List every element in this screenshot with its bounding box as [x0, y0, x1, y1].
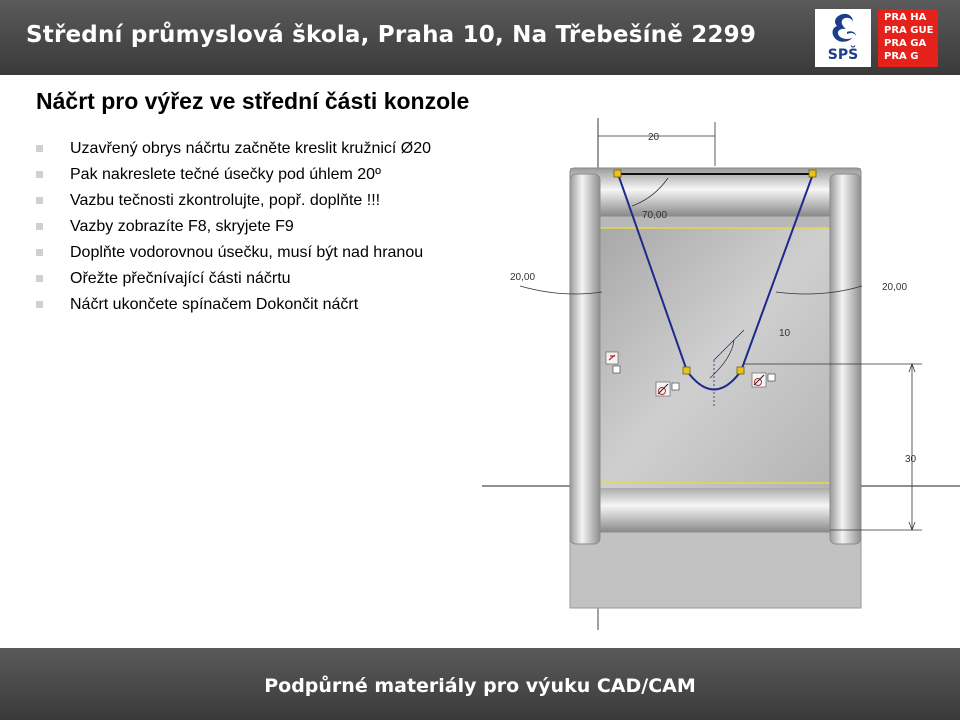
list-item-text: Uzavřený obrys náčrtu začněte kreslit kružnicí Ø20	[70, 140, 432, 157]
list-item	[36, 188, 431, 214]
praha-logo-line: PRA GUE	[884, 25, 934, 36]
dimension-label-angle[interactable]: 70,00	[642, 210, 668, 221]
school-title: Střední průmyslová škola, Praha 10, Na Třebešíně 2299	[26, 22, 757, 48]
list-item-text: Vazbu tečnosti zkontrolujte, popř. doplňte !!!	[70, 192, 381, 209]
dimension-label-angle-left[interactable]: 20,00	[510, 272, 536, 283]
sketch-point[interactable]	[809, 170, 816, 177]
list-item-text: Doplňte vodorovnou úsečku, musí být nad hranou	[70, 244, 424, 261]
dimension-label-height[interactable]: 30	[905, 454, 917, 465]
sketch-point[interactable]	[614, 170, 621, 177]
praha-logo	[878, 9, 938, 67]
left-column	[570, 174, 600, 544]
right-column	[830, 174, 861, 544]
list-item	[36, 240, 431, 266]
sps-logo	[815, 9, 871, 67]
base-block	[570, 530, 861, 608]
praha-logo-line: PRA HA	[884, 12, 927, 23]
list-item	[36, 136, 431, 162]
list-item-text: Náčrt ukončete spínačem Dokončit náčrt	[70, 296, 359, 313]
list-item-text: Ořežte přečnívající části náčrtu	[70, 270, 291, 287]
slide-title: Náčrt pro výřez ve střední části konzole	[36, 88, 470, 114]
bullet-icon	[36, 249, 43, 256]
dimension-top-width[interactable]	[598, 122, 715, 166]
header-bar	[0, 0, 960, 75]
dragon-icon	[825, 12, 861, 46]
sps-logo-text: SPŠ	[827, 47, 859, 63]
footer-text: Podpůrné materiály pro výuku CAD/CAM	[264, 675, 696, 697]
list-item	[36, 266, 431, 292]
cad-sketch-view	[482, 118, 960, 630]
sketch-point[interactable]	[737, 367, 744, 374]
list-item-text: Vazby zobrazíte F8, skryjete F9	[70, 218, 294, 235]
bullet-icon	[36, 275, 43, 282]
sketch-point[interactable]	[683, 367, 690, 374]
bullet-icon	[36, 145, 43, 152]
list-item	[36, 162, 431, 188]
dimension-label-radius[interactable]: 10	[779, 328, 791, 339]
dimension-label-angle-right[interactable]: 20,00	[882, 282, 908, 293]
inner-panel	[600, 228, 830, 488]
bullet-icon	[36, 197, 43, 204]
bullet-icon	[36, 301, 43, 308]
bullet-icon	[36, 171, 43, 178]
list-item	[36, 214, 431, 240]
bullet-icon	[36, 223, 43, 230]
footer-bar	[0, 648, 960, 720]
dimension-label-top[interactable]: 20	[648, 132, 660, 143]
bottom-rail	[570, 484, 861, 532]
praha-logo-line: PRA GA	[884, 38, 927, 49]
list-item	[36, 292, 431, 318]
praha-logo-line: PRA G	[884, 51, 919, 62]
list-item-text: Pak nakreslete tečné úsečky pod úhlem 20º	[70, 166, 381, 183]
instruction-list	[36, 136, 431, 318]
